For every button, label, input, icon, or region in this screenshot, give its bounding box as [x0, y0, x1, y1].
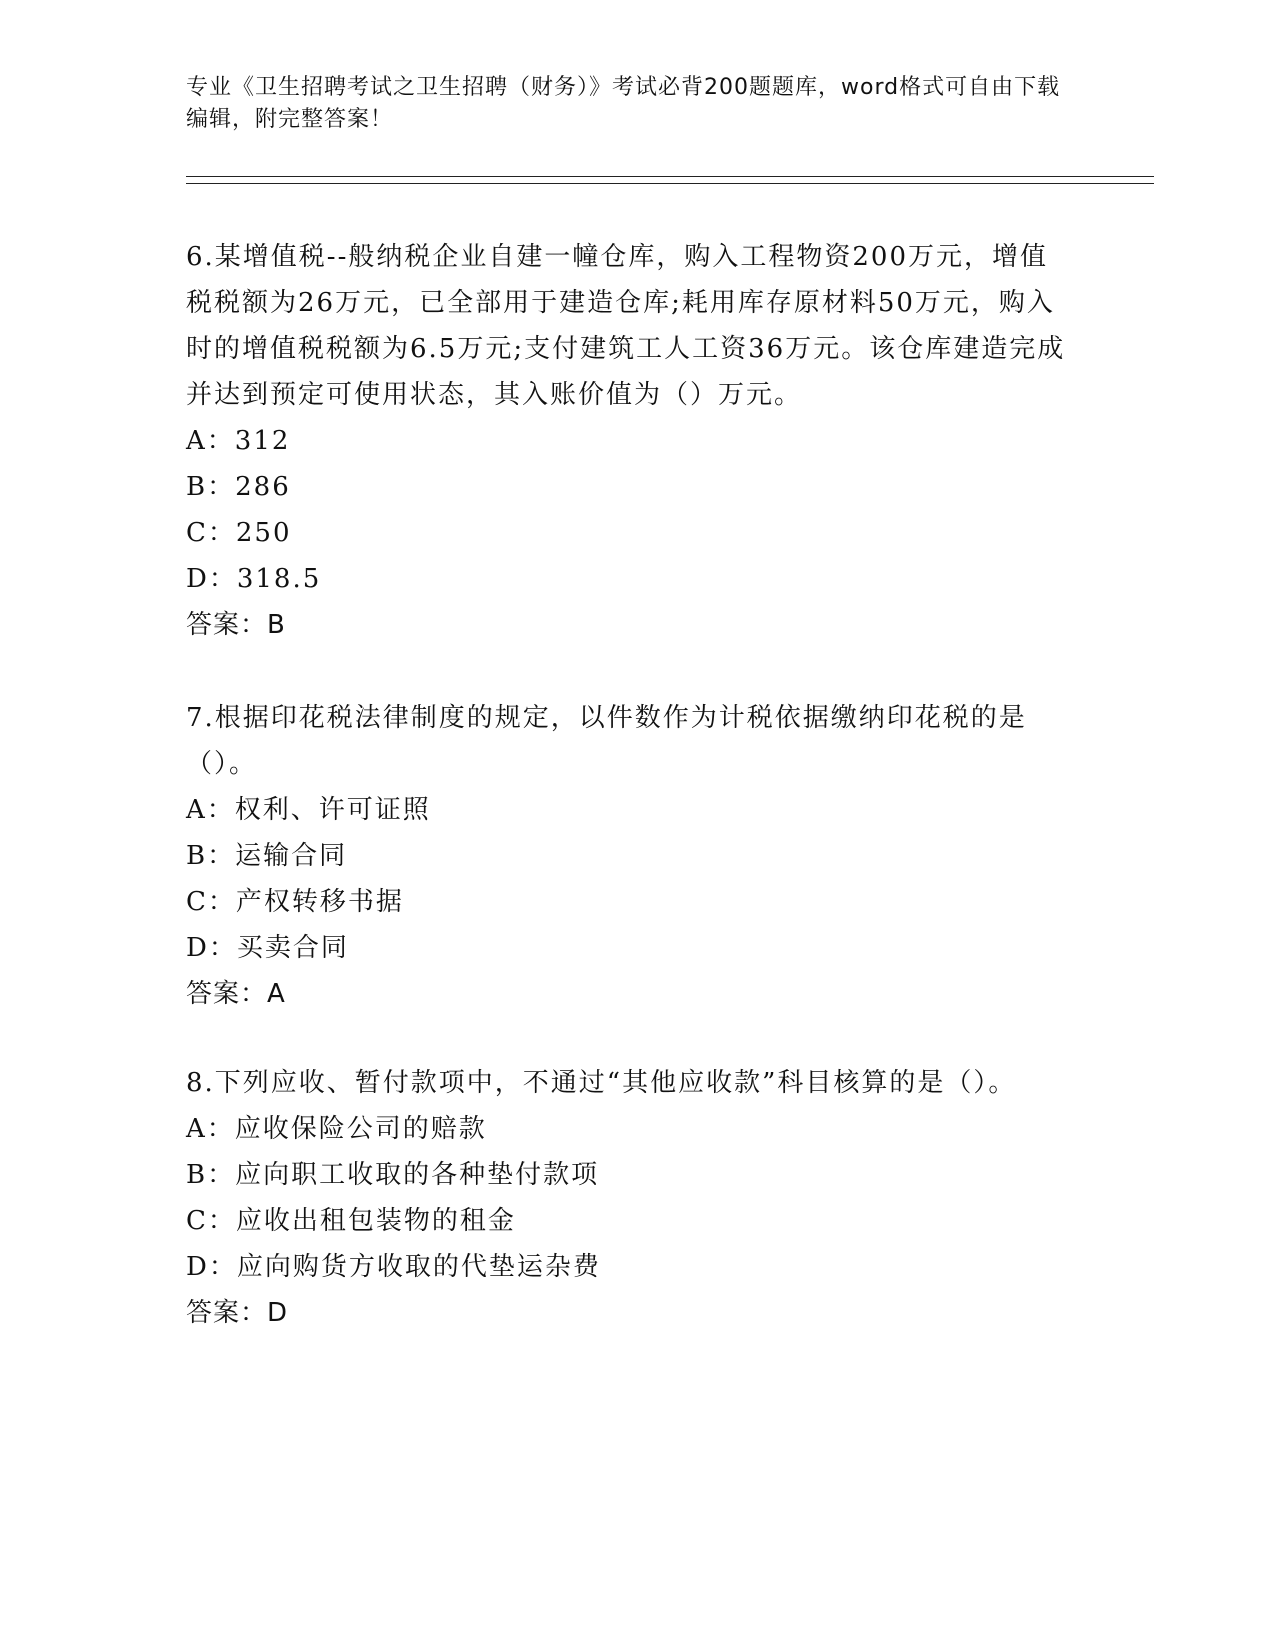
- option-c: C：250: [186, 518, 292, 548]
- option-c: C：产权转移书据: [186, 887, 404, 917]
- option-a: A：权利、许可证照: [186, 795, 431, 825]
- option-b: B：运输合同: [186, 841, 348, 871]
- option-d: D：318.5: [186, 564, 322, 594]
- answer-line: 答案：B: [186, 610, 286, 640]
- answer-line: 答案：D: [186, 1298, 289, 1328]
- header-divider: [186, 176, 1154, 184]
- question-stem: 6.某增值税--般纳税企业自建一幢仓库，购入工程物资200万元，增值税税额为26万元，已全部用于建造仓库;耗用库存原材料50万元，购入时的增值税税额为6.5万元;支付建筑工人工资36万元。该仓库建造完成并达到预定可使用状态，其入账价值为（）万元。: [186, 242, 1066, 410]
- option-d: D：应向购货方收取的代垫运杂费: [186, 1252, 601, 1282]
- question-6: [186, 234, 1066, 648]
- answer-line: 答案：A: [186, 979, 286, 1009]
- question-7: [186, 695, 1066, 1017]
- question-stem: 7.根据印花税法律制度的规定，以件数作为计税依据缴纳印花税的是（）。: [186, 703, 1027, 779]
- option-d: D：买卖合同: [186, 933, 349, 963]
- option-a: A：312: [186, 426, 291, 456]
- question-8: [186, 1060, 1066, 1336]
- option-b: B：应向职工收取的各种垫付款项: [186, 1160, 600, 1190]
- option-b: B：286: [186, 472, 291, 502]
- option-c: C：应收出租包装物的租金: [186, 1206, 516, 1236]
- option-a: A：应收保险公司的赔款: [186, 1114, 487, 1144]
- document-header: 专业《卫生招聘考试之卫生招聘（财务）》考试必背200题题库，word格式可自由下载编辑，附完整答案！: [186, 75, 1061, 132]
- question-stem: 8.下列应收、暂付款项中，不通过“其他应收款”科目核算的是（）。: [186, 1068, 1017, 1098]
